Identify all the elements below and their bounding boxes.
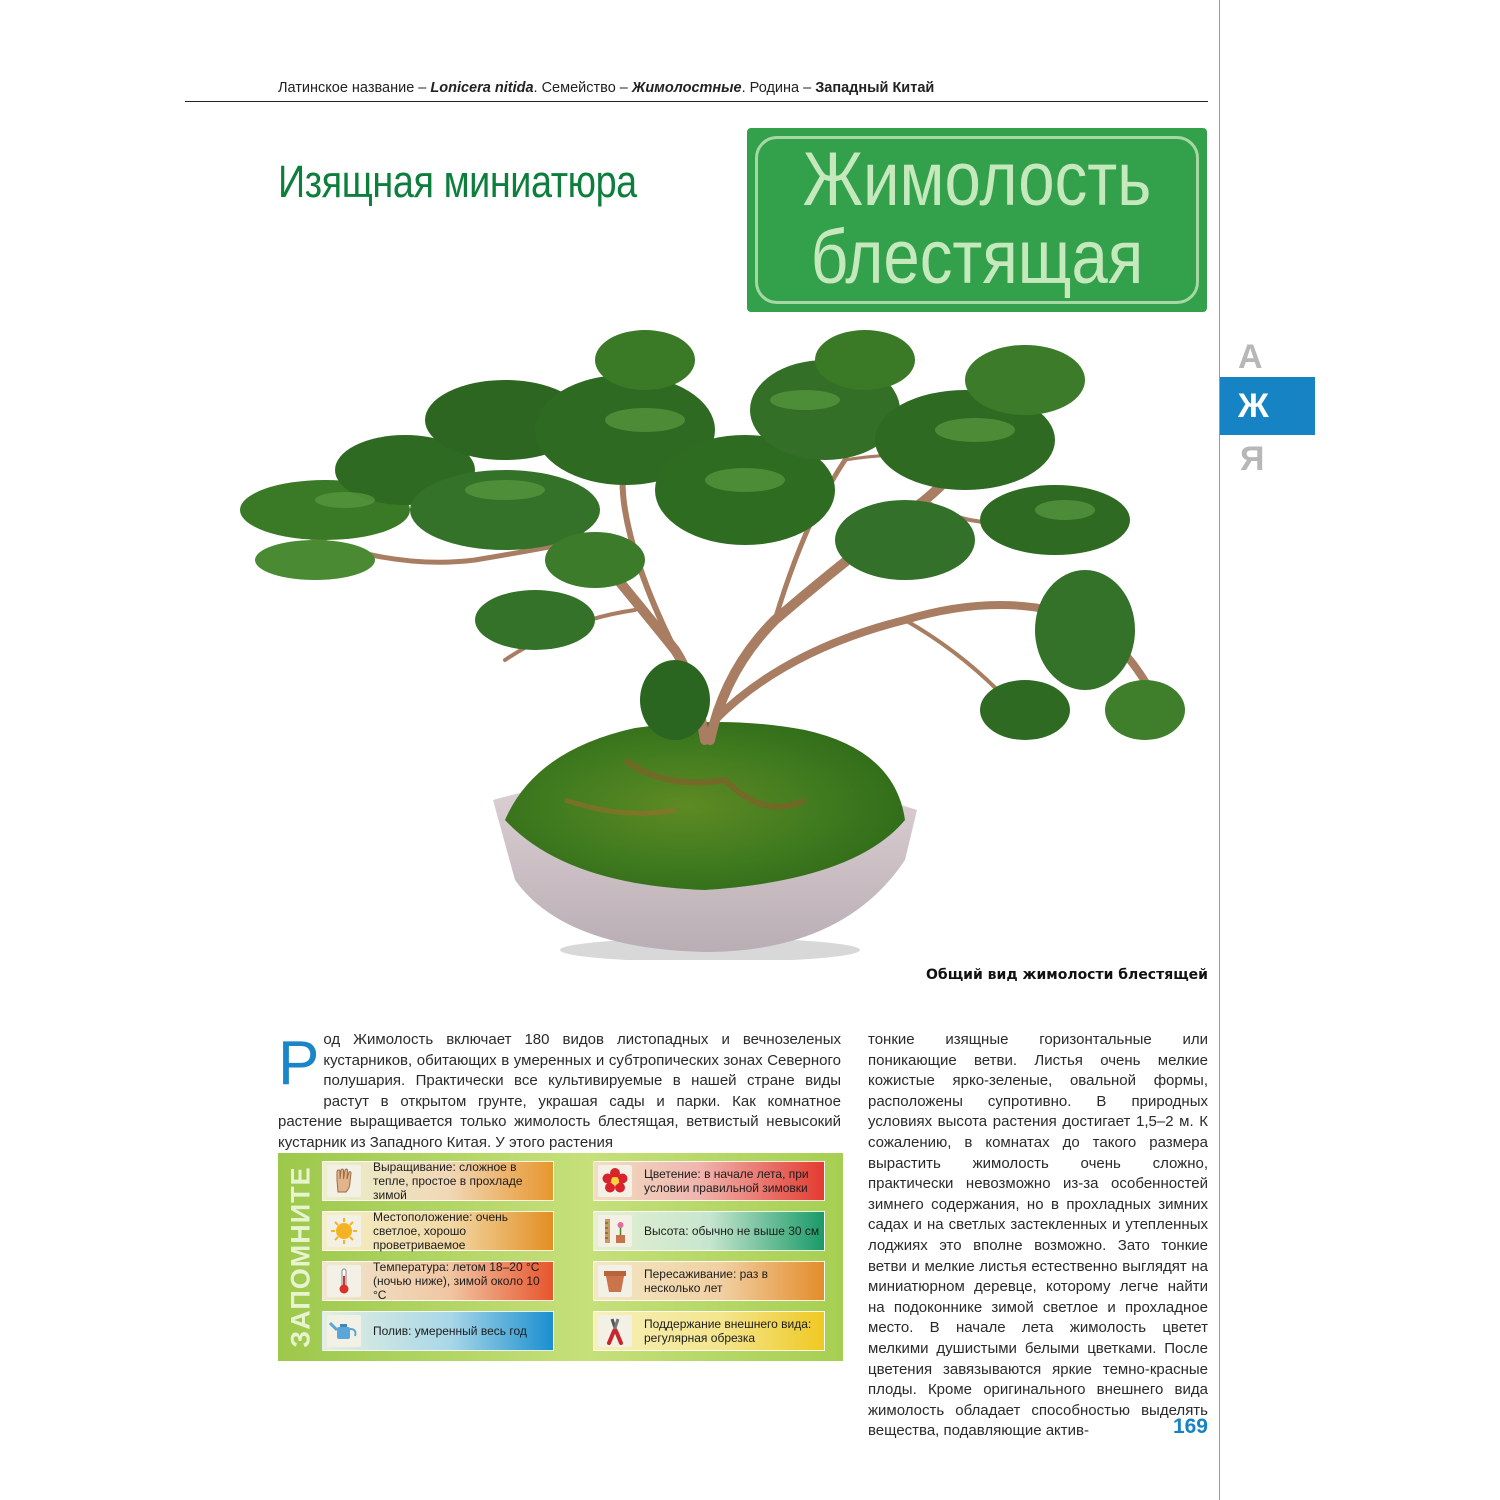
- title-plaque: [747, 128, 1207, 312]
- latin-label: Латинское название –: [278, 80, 431, 96]
- sun-icon: [327, 1215, 361, 1247]
- remember-box: [278, 1153, 843, 1361]
- care-item-text: Высота: обычно не выше 30 см: [644, 1224, 820, 1238]
- flower-pot-icon: [598, 1265, 632, 1297]
- drop-cap: Р: [278, 1029, 320, 1098]
- care-item-text: Цветение: в начале лета, при условии правильной зимовки: [644, 1167, 809, 1195]
- family-name: Жимолостные: [631, 80, 742, 96]
- care-item-repotting: [593, 1261, 825, 1301]
- title-line-2: блестящая: [810, 215, 1144, 300]
- flower-icon: [598, 1165, 632, 1197]
- pruning-shears-icon: [598, 1315, 632, 1347]
- body-column-right: [868, 1030, 1208, 1442]
- care-item-text: Пересаживание: раз в несколько лет: [644, 1267, 769, 1295]
- title-line-1: Жимолость: [802, 137, 1152, 222]
- care-item-cultivation: [322, 1161, 554, 1201]
- body-text-right: тонкие изящные горизонтальные или поникающие ветви. Листья очень мелкие кожистые ярко-зеленые, овальной формы, расположены супротивно. В природных условиях высота растения достигает 1,5–2 м. К сожалению, в комнатах до такого размера вырастить жимолость очень сложно, практически невозможно из-за особенностей зимнего содержания, но в прохладных зимних садах и на светлых застекленных и утепленных лоджиях это вполне возможно. Зато тонкие ветви и мелкие листья естественно выглядят на миниатюрном деревце, которому легче найти на подоконнике зимой светлое и прохладное место. В начале лета жимолость цветет мелкими душистыми белыми цветками. После цветения завязываются яркие темно-красные плоды. Кроме оригинального внешнего вида жимолость обладает способностью выделять вещества, подавляющие актив-: [868, 1031, 1208, 1440]
- alphabet-letter-active: Ж: [1238, 387, 1269, 425]
- photo-caption: Общий вид жимолости блестящей: [926, 967, 1208, 983]
- body-text-left: од Жимолость включает 180 видов листопадных и вечнозеленых кустарников, обитающих в умеренных и субтропических зонах Северного полушария. Практически все культивируемые в нашей стране виды растут в открытом грунте, украшая сады и парки. Как комнатное растение выращивается только жимолость блестящая, ветвистый невысокий кустарник из Западного Китая. У этого растения: [278, 1031, 841, 1151]
- care-item-text: Выращивание: сложное в тепле, простое в прохладе зимой: [373, 1160, 523, 1202]
- body-column-left: [278, 1030, 841, 1154]
- bonsai-photo: [205, 320, 1205, 960]
- page-number: 169: [1172, 1415, 1208, 1438]
- margin-rule: [1219, 0, 1220, 1500]
- care-item-text: Полив: умеренный весь год: [373, 1324, 527, 1338]
- alphabet-letter-bottom: Я: [1240, 440, 1265, 478]
- care-item-text: Поддержание внешнего вида: регулярная обрезка: [644, 1317, 812, 1345]
- remember-label: ЗАПОМНИТЕ: [285, 1166, 316, 1348]
- latin-name: Lonicera nitida: [430, 80, 534, 96]
- foliage: [240, 330, 1185, 740]
- care-item-pruning: [593, 1311, 825, 1351]
- watering-can-icon: [327, 1315, 361, 1347]
- page-subtitle: Изящная миниатюра: [278, 156, 637, 207]
- header-rule: [185, 101, 1208, 102]
- alphabet-tab-active: [1220, 377, 1315, 435]
- height-ruler-icon: [598, 1215, 632, 1247]
- header-meta: [278, 80, 1208, 96]
- care-item-text: Местоположение: очень светлое, хорошо проветриваемое: [373, 1210, 509, 1252]
- care-item-text: Температура: летом 18–20 °С (ночью ниже), зимой около 10 °С: [373, 1260, 540, 1302]
- origin-name: Западный Китай: [815, 80, 935, 96]
- care-item-watering: [322, 1311, 554, 1351]
- alphabet-letter-top: А: [1238, 338, 1263, 376]
- family-label: . Семейство –: [533, 80, 632, 96]
- care-item-flowering: [593, 1161, 825, 1201]
- care-item-location: [322, 1211, 554, 1251]
- care-item-temperature: [322, 1261, 554, 1301]
- care-item-height: [593, 1211, 825, 1251]
- thermometer-icon: [327, 1265, 361, 1297]
- hand-icon: [327, 1165, 361, 1197]
- origin-label: . Родина –: [741, 80, 816, 96]
